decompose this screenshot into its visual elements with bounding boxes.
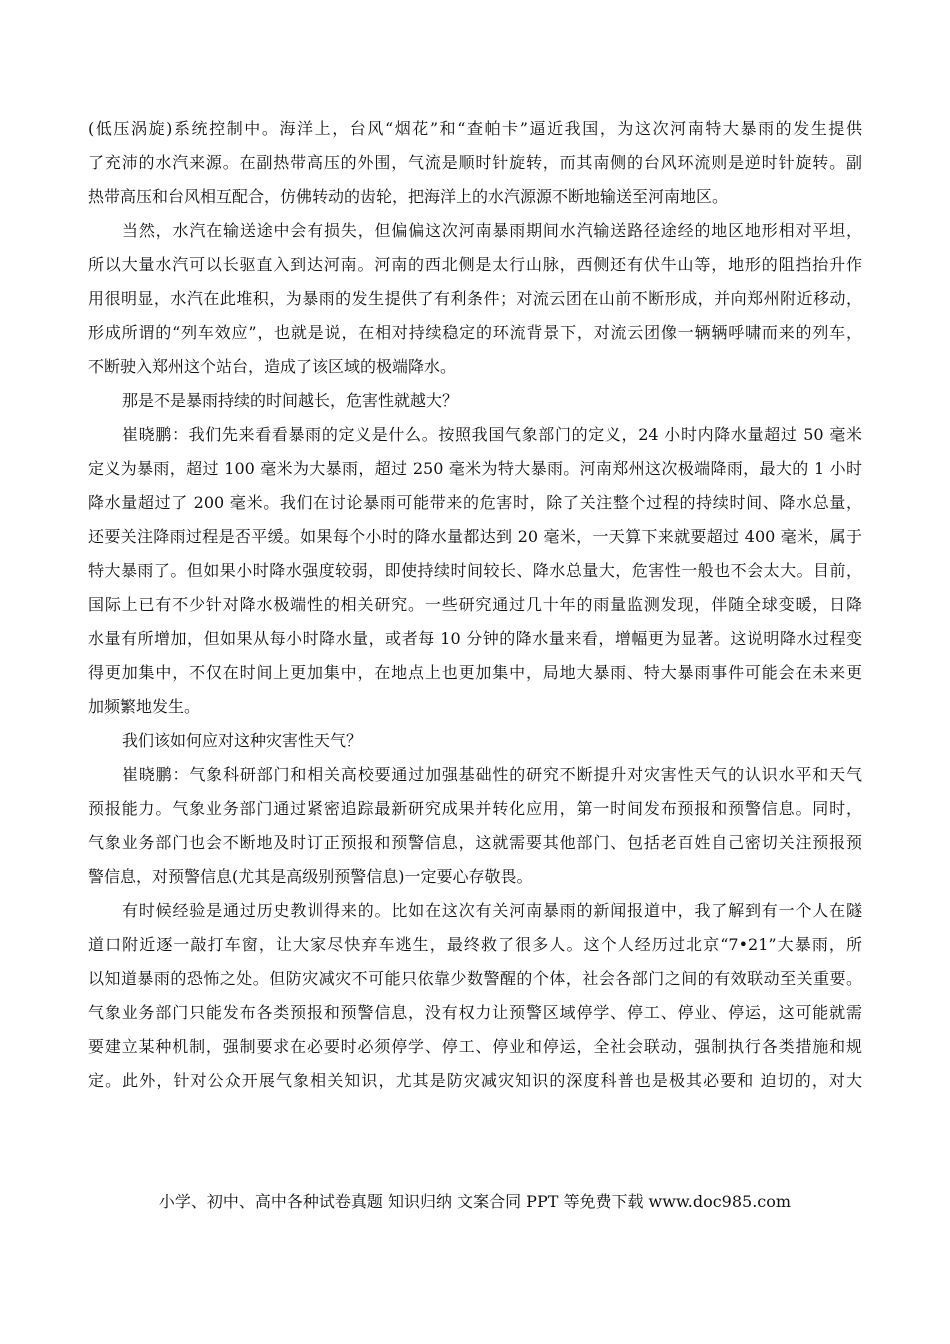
paragraph bbox=[88, 214, 862, 384]
text-line: 预报能力。气象业务部门通过紧密追踪最新研究成果并转化应用，第一时间发布预报和预警信息。同时， bbox=[88, 799, 862, 818]
text-line: 水量有所增加，但如果从每小时降水量，或者每 10 分钟的降水量来看，增幅更为显著。这说明降水过程变 bbox=[88, 629, 862, 648]
text-line: 热带高压和台风相互配合，仿佛转动的齿轮，把海洋上的水汽源源不断地输送至河南地区。 bbox=[88, 187, 729, 206]
text-line: 国际上已有不少针对降水极端性的相关研究。一些研究通过几十年的雨量监测发现，伴随全球变暖，日降 bbox=[88, 595, 862, 614]
paragraph bbox=[88, 384, 862, 418]
text-line: 有时候经验是通过历史教训得来的。比如在这次有关河南暴雨的新闻报道中，我了解到有一个人在隧 bbox=[122, 901, 862, 920]
document-body bbox=[88, 112, 862, 1098]
paragraph bbox=[88, 724, 862, 758]
paragraph bbox=[88, 758, 862, 894]
text-line: 形成所谓的“列车效应”，也就是说，在相对持续稳定的环流背景下，对流云团像一辆辆呼啸而来的列车， bbox=[88, 323, 862, 342]
text-line: 那是不是暴雨持续的时间越长，危害性就越大？ bbox=[122, 391, 459, 410]
text-line: 降水量超过了 200 毫米。我们在讨论暴雨可能带来的危害时，除了关注整个过程的持续时间、降水总量， bbox=[88, 493, 862, 512]
text-line: 气象业务部门只能发布各类预报和预警信息，没有权力让预警区域停学、停工、停业、停运，这可能就需 bbox=[88, 1003, 862, 1022]
text-line: 还要关注降雨过程是否平缓。如果每个小时的降水量都达到 20 毫米，一天算下来就要超过 400 毫米，属于 bbox=[88, 527, 862, 546]
paragraph bbox=[88, 894, 862, 1098]
paragraph bbox=[88, 112, 862, 214]
text-line: 我们该如何应对这种灾害性天气？ bbox=[122, 731, 363, 750]
text-line: 所以大量水汽可以长驱直入到达河南。河南的西北侧是太行山脉，西侧还有伏牛山等，地形的阻挡抬升作 bbox=[88, 255, 862, 274]
text-line: 了充沛的水汽来源。在副热带高压的外围，气流是顺时针旋转，而其南侧的台风环流则是逆时针旋转。副 bbox=[88, 153, 862, 172]
text-line: 要建立某种机制，强制要求在必要时必须停学、停工、停业和停运，全社会联动，强制执行各类措施和规 bbox=[88, 1037, 862, 1056]
text-line: 不断驶入郑州这个站台，造成了该区域的极端降水。 bbox=[88, 357, 457, 376]
text-line: 当然，水汽在输送途中会有损失，但偏偏这次河南暴雨期间水汽输送路径途经的地区地形相对平坦， bbox=[122, 221, 862, 240]
paragraph bbox=[88, 418, 862, 724]
text-line: 崔晓鹏：我们先来看看暴雨的定义是什么。按照我国气象部门的定义，24 小时内降水量超过 50 毫米 bbox=[122, 425, 862, 444]
page-footer: 小学、初中、高中各种试卷真题 知识归纳 文案合同 PPT 等免费下载 www.doc985.com bbox=[158, 1192, 792, 1211]
text-line: 定义为暴雨，超过 100 毫米为大暴雨，超过 250 毫米为特大暴雨。河南郑州这次极端降雨，最大的 1 小时 bbox=[88, 459, 862, 478]
text-line: 得更加集中，不仅在时间上更加集中，在地点上也更加集中，局地大暴雨、特大暴雨事件可能会在未来更 bbox=[88, 663, 862, 682]
text-line: 气象业务部门也会不断地及时订正预报和预警信息，这就需要其他部门、包括老百姓自己密切关注预报预 bbox=[88, 833, 862, 852]
text-line: 用很明显，水汽在此堆积，为暴雨的发生提供了有利条件；对流云团在山前不断形成，并向郑州附近移动， bbox=[88, 289, 862, 308]
text-line: 特大暴雨了。但如果小时降水强度较弱，即使持续时间较长、降水总量大，危害性一般也不会太大。目前， bbox=[88, 561, 862, 580]
text-line: 定。此外，针对公众开展气象相关知识，尤其是防灾减灾知识的深度科普也是极其必要和 迫切的，对大 bbox=[88, 1071, 862, 1090]
text-line: 以知道暴雨的恐怖之处。但防灾减灾不可能只依靠少数警醒的个体，社会各部门之间的有效联动至关重要。 bbox=[88, 969, 862, 988]
text-line: 加频繁地发生。 bbox=[88, 697, 201, 716]
text-line: 崔晓鹏：气象科研部门和相关高校要通过加强基础性的研究不断提升对灾害性天气的认识水平和天气 bbox=[122, 765, 862, 784]
text-line: 道口附近逐一敲打车窗，让大家尽快弃车逃生，最终救了很多人。这个人经历过北京“7•21”大暴雨，所 bbox=[88, 935, 862, 954]
text-line: 警信息，对预警信息(尤其是高级别预警信息)一定要心存敬畏。 bbox=[88, 867, 533, 886]
text-line: (低压涡旋)系统控制中。海洋上，台风“烟花”和“查帕卡”逼近我国，为这次河南特大暴雨的发生提供 bbox=[88, 119, 862, 138]
